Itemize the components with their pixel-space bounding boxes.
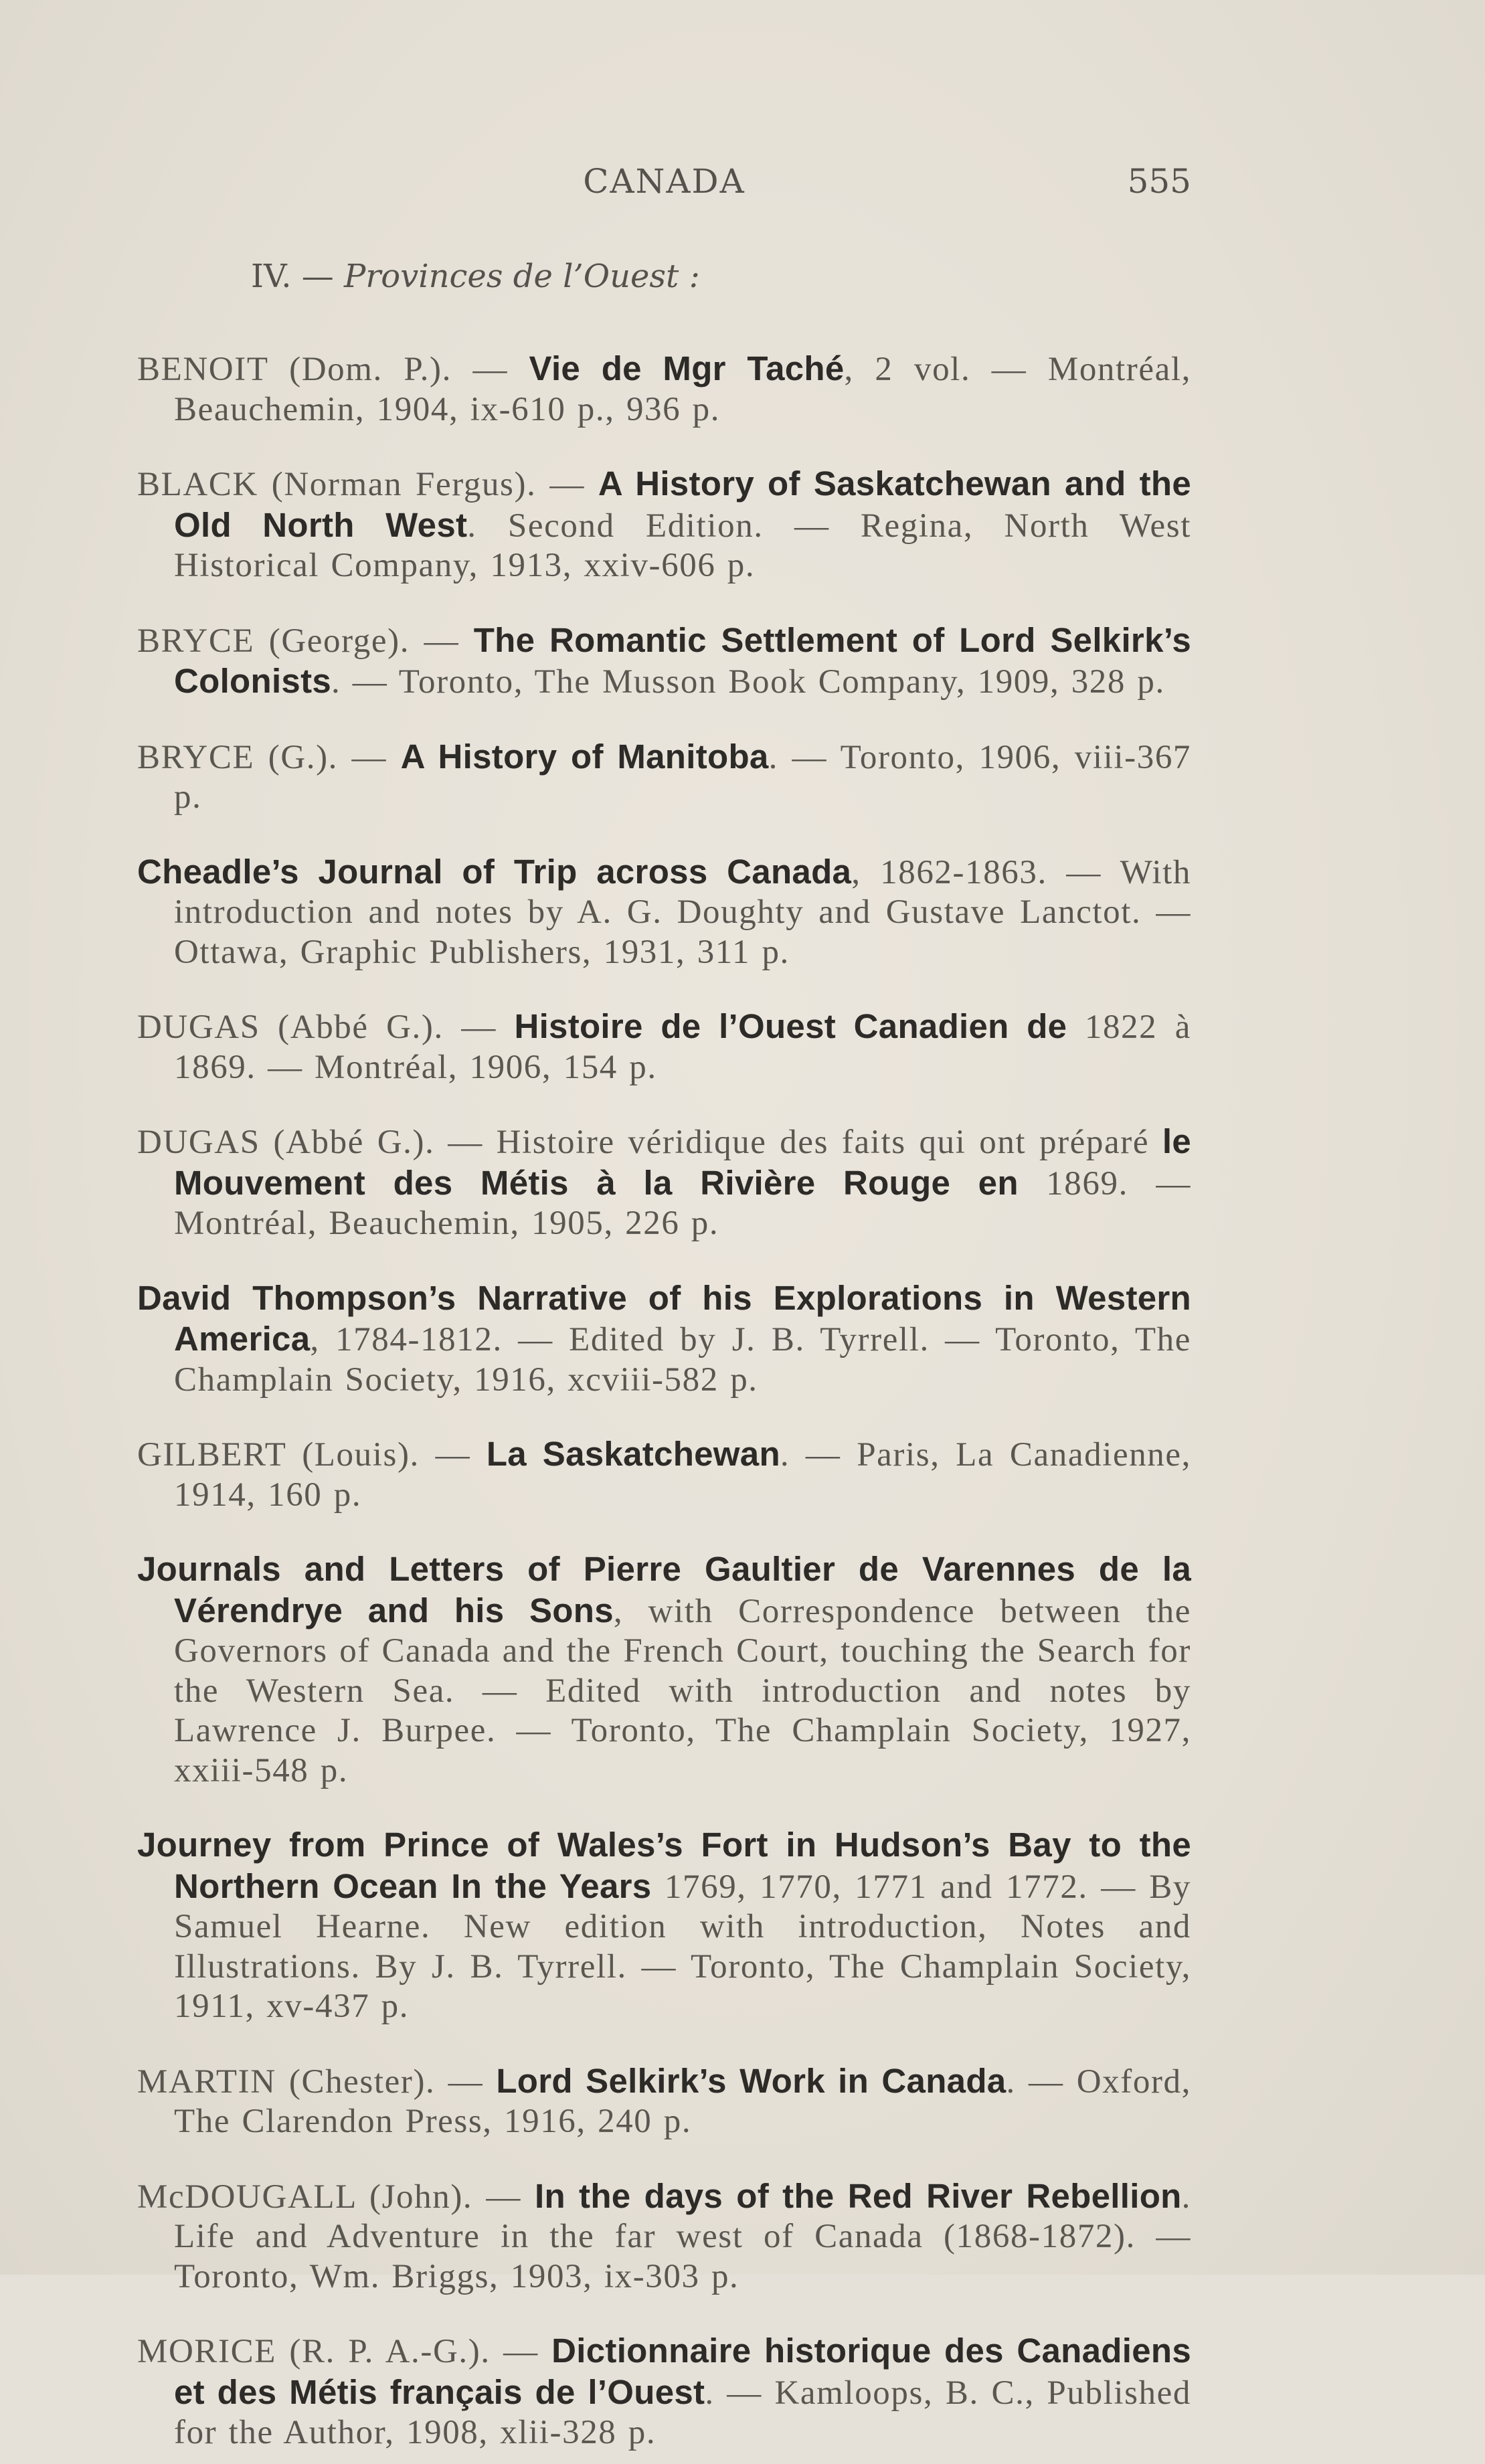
section-number: IV. — [251, 258, 334, 295]
entry-details: , 2 vol. — Montréal, Beauchemin, 1904, ix-610 p., 936 p. [174, 351, 1191, 428]
entry-details: . Second Edition. — Regina, North West Historical Company, 1913, xxiv-606 p. [174, 507, 1191, 584]
bibliography-entry-dugas-mouvement-metis [137, 1122, 1191, 1244]
bibliography-list [137, 315, 1191, 2464]
page-number: 555 [1127, 162, 1191, 201]
bibliography-entry-morice [137, 2331, 1191, 2453]
bibliography-entry-verendrye [137, 1549, 1191, 1791]
entry-details: . — Oxford, The Clarendon Press, 1916, 240 p. [174, 2062, 1191, 2140]
entry-title: Journey from Prince of Wales’s Fort in Hudson’s Bay to the Northern Ocean In the Years [137, 1826, 1191, 1905]
bibliography-entry-bryce-g [137, 737, 1191, 818]
entry-title: Histoire de l’Ouest Canadien de [514, 1007, 1067, 1045]
entry-author: BRYCE (G.). — [137, 738, 401, 776]
entry-details: . — Toronto, The Musson Book Company, 1909, 328 p. [331, 663, 1165, 701]
entry-title: David Thompson’s Narrative of his Explorations in Western America [137, 1278, 1191, 1358]
entry-title: Vie de Mgr Taché [529, 349, 845, 387]
entry-author: BRYCE (George). — [137, 622, 474, 660]
entry-author: BLACK (Norman Fergus). — [137, 466, 598, 503]
entry-details: . — Toronto, 1906, viii-367 p. [174, 738, 1192, 816]
bibliography-entry-dugas-histoire-ouest [137, 1006, 1191, 1087]
entry-details: . Life and Adventure in the far west of Canada (1868-1872). — Toronto, Wm. Briggs, 1903, ix-303 p. [174, 2178, 1191, 2295]
entry-author: DUGAS (Abbé G.). — [137, 1008, 515, 1046]
entry-details: . — Paris, La Canadienne, 1914, 160 p. [174, 1436, 1191, 1514]
entry-title: The Romantic Settlement of Lord Selkirk’s Colonists [174, 620, 1191, 700]
entry-author: BENOIT (Dom. P.). — [137, 351, 529, 388]
bibliography-entry-bryce-george [137, 620, 1191, 703]
entry-author: DUGAS (Abbé G.). — Histoire véridique des faits qui ont préparé [137, 1124, 1162, 1161]
entry-title: In the days of the Red River Rebellion [534, 2176, 1182, 2215]
section-heading [251, 256, 700, 297]
bibliography-entry-thompson [137, 1278, 1191, 1401]
entry-details: , with Correspondence between the Governors of Canada and the French Court, touching the Search for the Western Sea. — Edited with introduction and notes by Lawrence J. Burpee. — Toronto, The Champlain Society, 1927, xxiii-548 p. [174, 1592, 1192, 1789]
bibliography-entry-mcdougall [137, 2176, 1191, 2297]
entry-title: Dictionnaire historique des Canadiens et des Métis français de l’Ouest [174, 2331, 1191, 2411]
entry-details: 1769, 1770, 1771 and 1772. — By Samuel Hearne. New edition with introduction, Notes and Illustrations. By J. B. Tyrrell. — Toronto, The Champlain Society, 1911, xv-437 p. [174, 1868, 1191, 2025]
entry-title: le Mouvement des Métis à la Rivière Rouge en [174, 1122, 1191, 1202]
bibliography-entry-black [137, 464, 1191, 586]
bibliography-entry-cheadle [137, 852, 1191, 973]
entry-author: MORICE (R. P. A.-G.). — [137, 2333, 552, 2370]
running-title: CANADA [583, 162, 746, 201]
entry-details: 1822 à 1869. — Montréal, 1906, 154 p. [174, 1008, 1191, 1086]
entry-details: , 1862-1863. — With introduction and notes by A. G. Doughty and Gustave Lanctot. — Ottawa, Graphic Publishers, 1931, 311 p. [174, 853, 1191, 971]
entry-details: 1869. — Montréal, Beauchemin, 1905, 226 p. [174, 1164, 1191, 1242]
entry-author: MARTIN (Chester). — [137, 2062, 497, 2101]
bibliography-entry-hearne [137, 1825, 1191, 2027]
entry-author: GILBERT (Louis). — [137, 1436, 487, 1474]
entry-details: . — Kamloops, B. C., Published for the Author, 1908, xlii-328 p. [174, 2374, 1191, 2451]
entry-title: La Saskatchewan [486, 1435, 780, 1473]
entry-title: Cheadle’s Journal of Trip across Canada [137, 852, 852, 891]
entry-title: A History of Saskatchewan and the Old North West [174, 464, 1192, 544]
bibliography-entry-martin [137, 2061, 1191, 2142]
bibliography-entry-benoit [137, 349, 1191, 430]
entry-author: McDOUGALL (John). — [137, 2178, 535, 2216]
bibliography-entry-gilbert [137, 1434, 1191, 1515]
entry-title: Lord Selkirk’s Work in Canada [496, 2061, 1007, 2100]
running-header [137, 158, 1191, 205]
entry-title: A History of Manitoba [400, 737, 769, 776]
entry-title: Journals and Letters of Pierre Gaultier de Varennes de la Vérendrye and his Sons [137, 1550, 1191, 1630]
section-title: Provinces de l’Ouest : [344, 258, 700, 295]
entry-details: , 1784-1812. — Edited by J. B. Tyrrell. — Toronto, The Champlain Society, 1916, xcviii-582 p. [174, 1321, 1191, 1399]
